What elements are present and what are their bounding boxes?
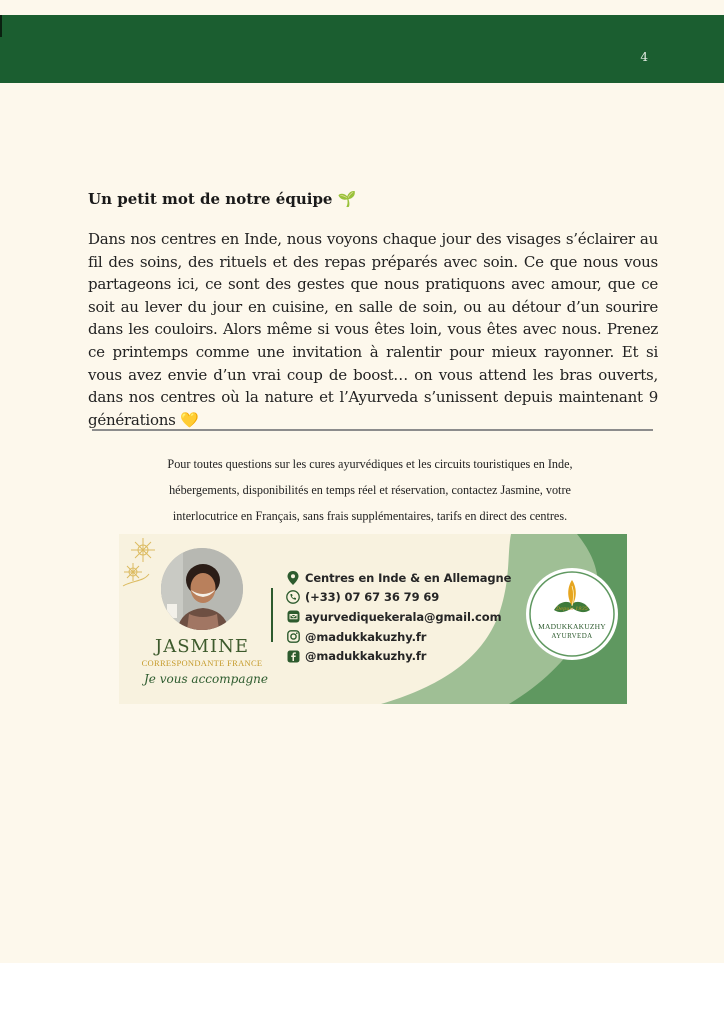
page-number: 4 [640, 50, 648, 64]
contact-note-line: interlocutrice en Français, sans frais supplémentaires, tarifs en direct des centres. [172, 509, 568, 523]
contact-phone-text[interactable]: (+33) 07 67 36 79 69 [305, 590, 440, 605]
section-divider [92, 429, 653, 431]
contact-location-text: Centres en Inde & en Allemagne [305, 570, 512, 585]
yellow-heart-icon: 💛 [180, 410, 199, 429]
header-corner-mark [0, 15, 2, 37]
contact-row-email [286, 607, 511, 627]
contact-note-line: Pour toutes questions sur les cures ayurvédiques et les circuits touristiques en Inde, [167, 457, 573, 471]
card-separator [271, 588, 273, 642]
email-icon [286, 610, 300, 624]
contact-note [100, 451, 640, 529]
contact-card-banner [119, 534, 627, 704]
section-title [88, 190, 356, 208]
card-contact-list [286, 568, 511, 666]
header-band [0, 15, 724, 83]
location-pin-icon [286, 571, 300, 585]
contact-instagram-text[interactable]: @madukkakuzhy.fr [305, 629, 427, 644]
contact-facebook-text[interactable]: @madukkakuzhy.fr [305, 649, 427, 664]
team-message-paragraph [88, 228, 658, 431]
jasmine-avatar-photo [161, 548, 243, 630]
phone-icon [286, 590, 300, 604]
sprout-emoji-icon: 🌱 [337, 190, 357, 208]
team-message-text: Dans nos centres en Inde, nous voyons chaque jour des visages s’éclairer au fil des soins, des rituels et des repas préparés avec soin. Ce que nous vous partageons ici, ce sont des gestes que nous pratiquons avec amour, que ce soit au lever du jour en cuisine, en salle de soin, ou au détour d’un sourire dans les couloirs. Alors même si vous êtes loin, vous êtes avec nous. Prenez ce printemps comme une invitation à ralentir pour mieux rayonner. Et si vous avez envie d’un vrai coup de boost… on vous attend les bras ouverts, dans nos centres où la nature et l’Ayurveda s’unissent depuis maintenant 9 générations [88, 230, 658, 429]
contact-row-facebook [286, 646, 511, 666]
card-role: CORRESPONDANTE FRANCE [141, 658, 263, 668]
page-bottom-margin [0, 963, 724, 1024]
card-name: JASMINE [155, 636, 249, 657]
contact-row-location [286, 568, 511, 588]
contact-note-line: hébergements, disponibilités en temps réel et réservation, contactez Jasmine, votre [169, 483, 571, 497]
section-title-text: Un petit mot de notre équipe [88, 190, 333, 208]
instagram-icon [286, 630, 300, 644]
logo-since-text: Depuis 1935 [556, 606, 588, 612]
contact-email-text[interactable]: ayurvediquekerala@gmail.com [305, 609, 502, 624]
contact-row-phone [286, 588, 511, 608]
contact-row-instagram [286, 627, 511, 647]
card-tagline: Je vous accompagne [144, 672, 268, 686]
madukkakuzhy-ayurveda-logo [524, 566, 620, 662]
logo-name-text: MADUKKAKUZHY [538, 622, 606, 631]
facebook-icon [286, 649, 300, 663]
logo-sub-text: AYURVEDA [551, 632, 593, 640]
